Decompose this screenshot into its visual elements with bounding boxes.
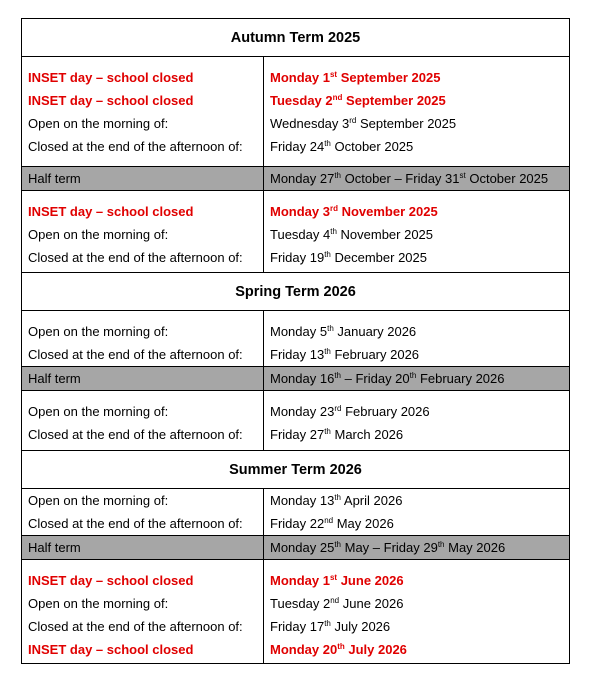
event-label: Closed at the end of the afternoon of:	[28, 619, 243, 634]
event-date: Monday 5th January 2026	[270, 324, 417, 339]
event-label: Open on the morning of:	[28, 227, 169, 242]
event-label: Open on the morning of:	[28, 116, 169, 131]
event-date: Friday 24th October 2025	[270, 139, 414, 154]
event-label-column	[22, 167, 264, 190]
event-label: Closed at the end of the afternoon of:	[28, 516, 243, 531]
event-date-column	[264, 367, 569, 390]
event-date: Friday 19th December 2025	[270, 250, 427, 265]
event-date: Monday 3rd November 2025	[270, 204, 438, 219]
event-date: Friday 22nd May 2026	[270, 516, 394, 531]
term-dates-block	[22, 560, 569, 663]
event-label: Half term	[28, 171, 81, 186]
event-label-column	[22, 311, 264, 366]
event-label: Closed at the end of the afternoon of:	[28, 347, 243, 362]
event-date: Wednesday 3rd September 2025	[270, 116, 457, 131]
event-label: Closed at the end of the afternoon of:	[28, 427, 243, 442]
term-dates-table	[21, 18, 570, 664]
half-term-row	[22, 367, 569, 391]
event-label: INSET day – school closed	[28, 93, 194, 108]
event-date-column	[264, 489, 569, 535]
term-dates-block	[22, 311, 569, 367]
event-label-column	[22, 57, 264, 166]
event-label: INSET day – school closed	[28, 642, 194, 657]
event-date: Friday 13th February 2026	[270, 347, 420, 362]
event-label-column	[22, 391, 264, 450]
term-dates-block	[22, 191, 569, 273]
term-header: Summer Term 2026	[22, 451, 569, 489]
event-label-column	[22, 191, 264, 272]
event-date: Monday 13th April 2026	[270, 493, 403, 508]
event-date: Tuesday 4th November 2025	[270, 227, 434, 242]
term-dates-block	[22, 489, 569, 536]
event-date: Monday 1st September 2025	[270, 70, 441, 85]
event-date-column	[264, 167, 569, 190]
event-label: Closed at the end of the afternoon of:	[28, 139, 243, 154]
event-date-column	[264, 536, 569, 559]
term-header: Autumn Term 2025	[22, 19, 569, 57]
event-label: Open on the morning of:	[28, 324, 169, 339]
event-label: Half term	[28, 371, 81, 386]
event-date: Monday 23rd February 2026	[270, 404, 430, 419]
event-label: INSET day – school closed	[28, 573, 194, 588]
event-label-column	[22, 367, 264, 390]
event-date: Monday 20th July 2026	[270, 642, 407, 657]
event-date: Monday 27th October – Friday 31st October 2025	[270, 171, 549, 186]
term-dates-block	[22, 57, 569, 167]
event-date-column	[264, 391, 569, 450]
event-date: Tuesday 2nd September 2025	[270, 93, 446, 108]
event-label: Open on the morning of:	[28, 596, 169, 611]
event-date-column	[264, 191, 569, 272]
event-date-column	[264, 57, 569, 166]
event-label-column	[22, 536, 264, 559]
event-date: Tuesday 2nd June 2026	[270, 596, 404, 611]
event-date: Monday 1st June 2026	[270, 573, 404, 588]
event-label: Closed at the end of the afternoon of:	[28, 250, 243, 265]
event-label: INSET day – school closed	[28, 204, 194, 219]
event-label: Half term	[28, 540, 81, 555]
half-term-row	[22, 536, 569, 560]
event-label: INSET day – school closed	[28, 70, 194, 85]
event-label: Open on the morning of:	[28, 493, 169, 508]
event-label-column	[22, 489, 264, 535]
event-date: Monday 25th May – Friday 29th May 2026	[270, 540, 506, 555]
event-date: Friday 17th July 2026	[270, 619, 391, 634]
event-date-column	[264, 311, 569, 366]
event-label-column	[22, 560, 264, 663]
half-term-row	[22, 167, 569, 191]
term-dates-block	[22, 391, 569, 451]
event-date-column	[264, 560, 569, 663]
term-header: Spring Term 2026	[22, 273, 569, 311]
event-label: Open on the morning of:	[28, 404, 169, 419]
event-date: Monday 16th – Friday 20th February 2026	[270, 371, 505, 386]
event-date: Friday 27th March 2026	[270, 427, 404, 442]
